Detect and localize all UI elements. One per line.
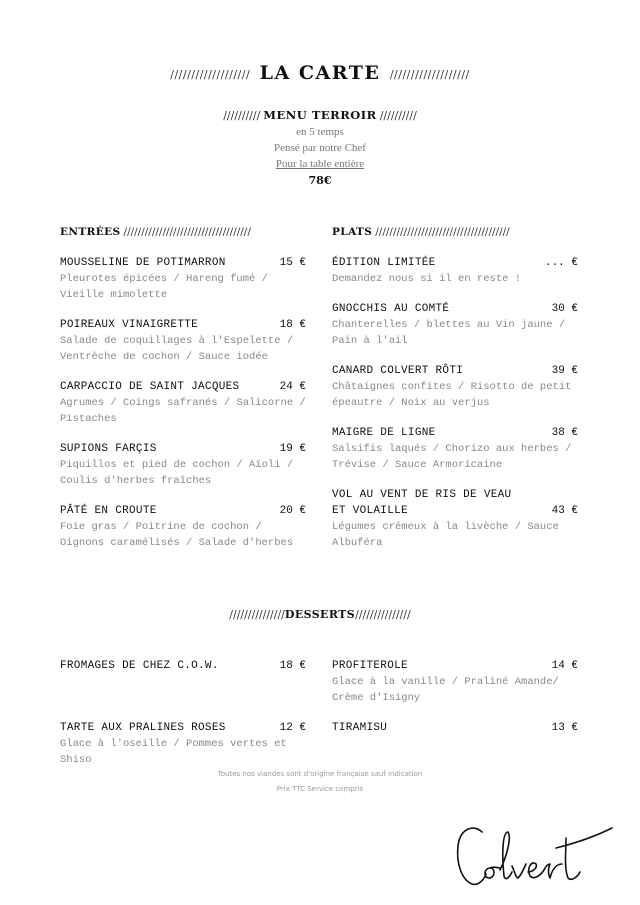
item-price: 43 € (551, 505, 578, 517)
menu-item (332, 658, 578, 706)
entrees-slashes: //////////////////////////////////// (123, 226, 251, 238)
menu-terroir-line: en 5 temps (296, 126, 344, 138)
item-price: 24 € (279, 381, 306, 393)
entrees-title: ENTRÉES (60, 226, 121, 238)
item-description: Demandez nous si il en reste ! (332, 273, 522, 285)
menu-item (332, 487, 578, 551)
menu-item (332, 425, 578, 473)
footnote-prices: Prix TTC Service compris (276, 785, 364, 793)
desserts-left-list (60, 658, 306, 782)
item-name: CARPACCIO DE SAINT JACQUES (60, 381, 240, 393)
plats-slashes: ////////////////////////////////////// (375, 226, 510, 238)
menu-item (332, 255, 578, 287)
item-price: 38 € (551, 427, 578, 439)
colvert-signature-logo (452, 818, 617, 890)
plats-list (332, 255, 578, 565)
item-description: Pleurotes épicées / Hareng fumé / Vieille mimolette (60, 273, 268, 301)
item-name: TARTE AUX PRALINES ROSES (60, 722, 226, 734)
item-name: PÂTÉ EN CROUTE (60, 505, 157, 517)
plats-heading (332, 226, 510, 238)
item-name: FROMAGES DE CHEZ C.O.W. (60, 660, 219, 672)
item-description: Foie gras / Poitrine de cochon / Oignons caramélisés / Salade d'herbes (60, 521, 294, 549)
entrees-heading (60, 226, 251, 238)
item-description: Piquillos et pied de cochon / Aïoli / Coulis d'herbes fraîches (60, 459, 294, 487)
title-slashes-right: /////////////////// (389, 68, 470, 81)
menu-item (60, 720, 306, 768)
menu-item (60, 379, 306, 427)
menu-item (60, 317, 306, 365)
desserts-slashes-right: /////////////// (355, 608, 411, 621)
item-name: CANARD COLVERT RÔTI (332, 365, 464, 377)
item-price: 15 € (279, 257, 306, 269)
item-price: ... € (544, 257, 578, 269)
menu-terroir-title: MENU TERROIR (263, 108, 377, 122)
item-description: Agrumes / Coings safranés / Salicorne / Pistaches (60, 397, 306, 425)
menu-terroir-line: Pour la table entière (275, 158, 365, 170)
desserts-slashes-left: /////////////// (229, 608, 285, 621)
item-price: 20 € (279, 505, 306, 517)
item-name: SUPIONS FARÇIS (60, 443, 157, 455)
menu-item (332, 363, 578, 411)
item-name: ÉDITION LIMITÉE (332, 257, 436, 269)
entrees-list (60, 255, 306, 565)
item-description: Légumes crémeux à la livèche / Sauce Albuféra (332, 521, 559, 549)
item-description: Glace à l'oseille / Pommes vertes et Shiso (60, 738, 287, 766)
item-price: 30 € (551, 303, 578, 315)
menu-terroir-price: 78€ (308, 174, 332, 187)
menu-item (332, 720, 578, 736)
page-title (0, 62, 640, 84)
item-description: Chanterelles / blettes au Vin jaune / Pain à l'ail (332, 319, 566, 347)
menu-item (60, 255, 306, 303)
item-price: 39 € (551, 365, 578, 377)
item-name: POIREAUX VINAIGRETTE (60, 319, 199, 331)
item-price: 14 € (551, 660, 578, 672)
item-description: Salade de coquillages à l'Espelette / Ventrèche de cochon / Sauce iodée (60, 335, 294, 363)
item-name: MOUSSELINE DE POTIMARRON (60, 257, 226, 269)
item-price: 19 € (279, 443, 306, 455)
menu-terroir-heading (0, 108, 640, 122)
item-description: Châtaignes confites / Risotto de petit épeautre / Noix au verjus (332, 381, 572, 409)
menu-item (332, 301, 578, 349)
item-description: Glace à la vanille / Praliné Amande/ Crème d'Isigny (332, 676, 559, 704)
menu-terroir-line: Pensé par notre Chef (274, 142, 366, 154)
menu-item (60, 658, 306, 674)
item-name: VOL AU VENT DE RIS DE VEAU ET VOLAILLE (332, 489, 512, 517)
item-name: TIRAMISU (332, 722, 388, 734)
item-price: 12 € (279, 722, 306, 734)
page-title-text: LA CARTE (259, 62, 381, 84)
item-name: MAIGRE DE LIGNE (332, 427, 436, 439)
footnote-origin: Toutes nos viandes sont d'origine française sauf indication (217, 770, 423, 778)
plats-title: PLATS (332, 226, 373, 238)
menu-item (60, 441, 306, 489)
mt-slashes-right: ////////// (379, 109, 417, 122)
menu-item (60, 503, 306, 551)
item-name: GNOCCHIS AU COMTÉ (332, 303, 450, 315)
item-price: 18 € (279, 319, 306, 331)
desserts-heading (0, 608, 640, 621)
title-slashes-left: /////////////////// (170, 68, 251, 81)
mt-slashes-left: ////////// (223, 109, 261, 122)
item-name: PROFITEROLE (332, 660, 408, 672)
menu-terroir (0, 108, 640, 187)
item-description: Salsifis laqués / Chorizo aux herbes / Trévise / Sauce Armoricaine (332, 443, 572, 471)
item-price: 13 € (551, 722, 578, 734)
desserts-title: DESSERTS (284, 608, 356, 621)
desserts-right-list (332, 658, 578, 750)
item-price: 18 € (279, 660, 306, 672)
